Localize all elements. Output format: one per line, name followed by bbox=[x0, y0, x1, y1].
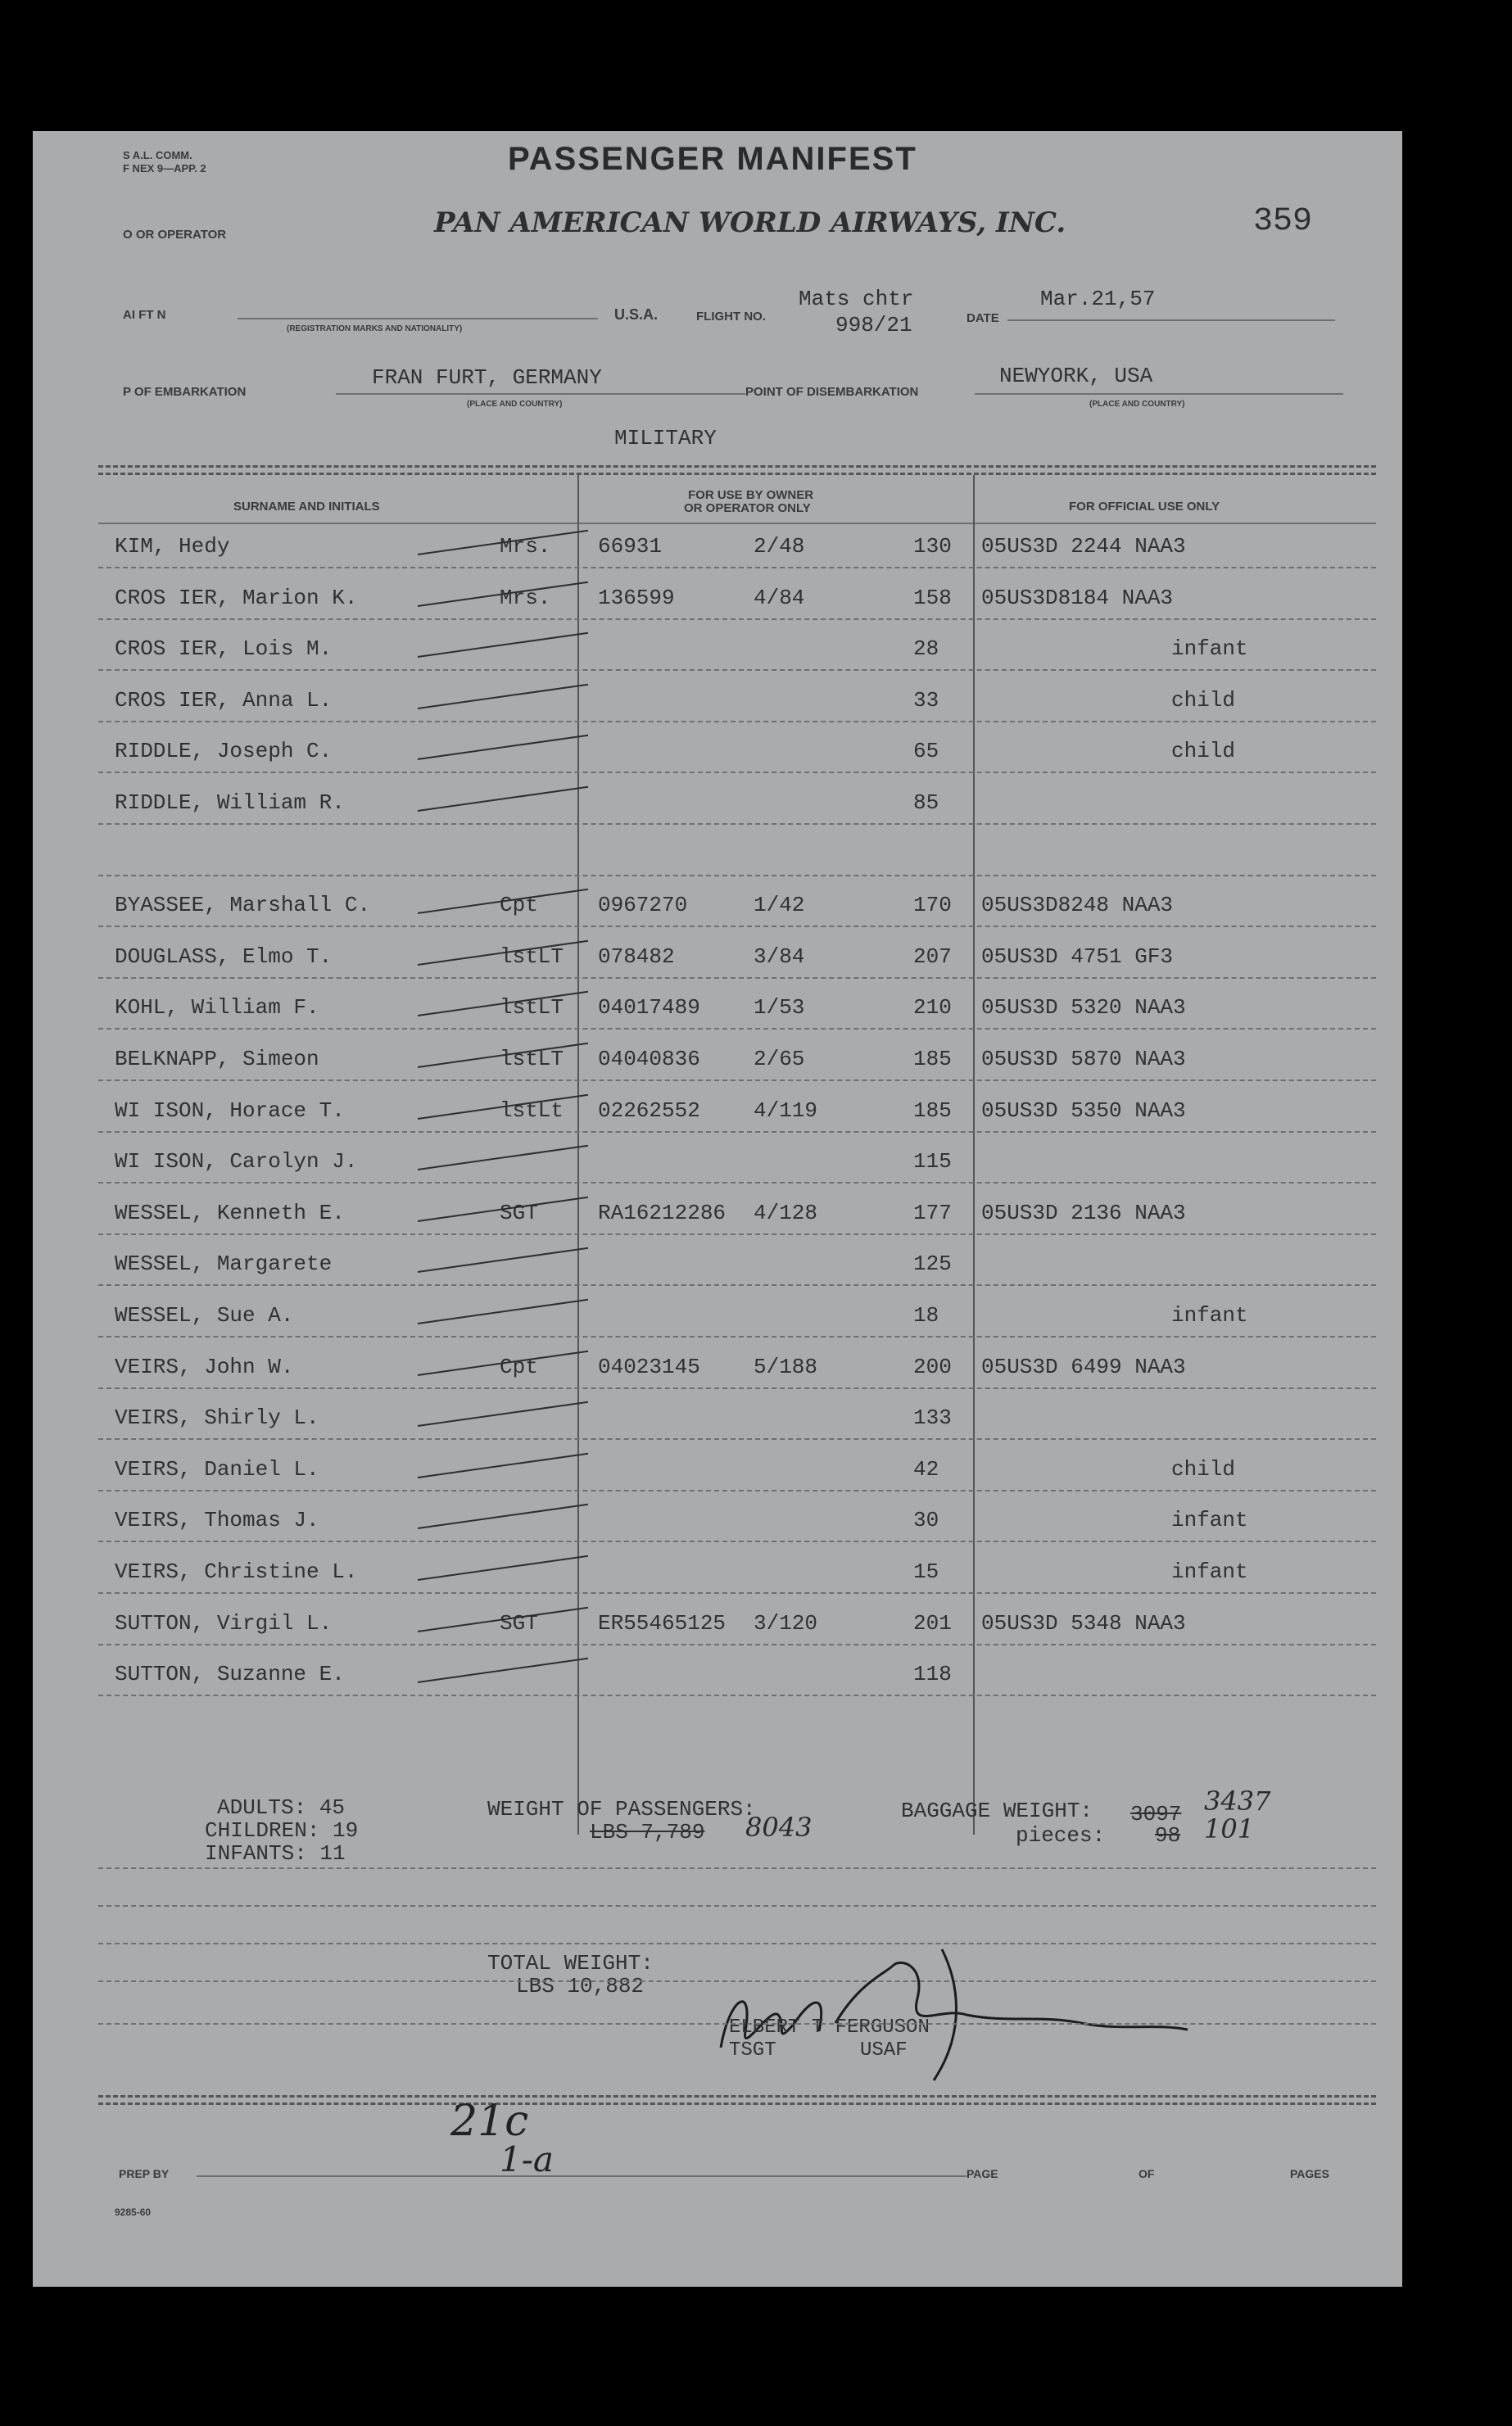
passenger-code: 5/188 bbox=[754, 1355, 818, 1379]
passenger-code: 1/53 bbox=[754, 995, 805, 1020]
passenger-weight: 28 bbox=[913, 636, 939, 661]
passenger-title: lstLt bbox=[500, 1098, 564, 1123]
infants-count: INFANTS: 11 bbox=[205, 1841, 346, 1866]
passenger-name: KIM, Hedy bbox=[115, 534, 230, 559]
passenger-weight: 30 bbox=[913, 1508, 939, 1532]
passenger-weight: 115 bbox=[913, 1149, 952, 1174]
pieces-label: pieces: bbox=[1016, 1823, 1106, 1848]
passenger-note: child bbox=[1171, 688, 1236, 713]
passenger-name: VEIRS, Shirly L. bbox=[115, 1405, 319, 1430]
page-label: PAGE bbox=[967, 2167, 998, 2180]
official-code: 05US3D 2136 NAA3 bbox=[981, 1201, 1186, 1225]
passenger-serial: 136599 bbox=[598, 586, 675, 610]
column-name: SURNAME AND INITIALS bbox=[233, 500, 380, 514]
category-label: MILITARY bbox=[614, 426, 717, 450]
owner-label: O OR OPERATOR bbox=[123, 228, 227, 242]
check-mark-icon bbox=[418, 684, 588, 709]
form-ref-2: F NEX 9—APP. 2 bbox=[123, 162, 206, 174]
signer-branch: USAF bbox=[860, 2039, 908, 2062]
column-official: FOR OFFICIAL USE ONLY bbox=[1069, 500, 1220, 514]
flight-date: Mar.21,57 bbox=[1040, 287, 1156, 311]
passenger-title: Mrs. bbox=[500, 534, 551, 559]
passenger-title: lstLT bbox=[500, 995, 564, 1020]
passenger-title: lstLT bbox=[500, 944, 564, 969]
signer-rank: TSGT bbox=[729, 2039, 776, 2062]
children-count: CHILDREN: 19 bbox=[205, 1818, 359, 1843]
official-code: 05US3D 5350 NAA3 bbox=[981, 1098, 1186, 1123]
disembark-caption: (PLACE AND COUNTRY) bbox=[1089, 400, 1185, 409]
passenger-weight: 185 bbox=[913, 1098, 952, 1123]
check-mark-icon bbox=[418, 1555, 588, 1581]
passenger-name: WI ISON, Horace T. bbox=[115, 1098, 345, 1123]
pieces-new: 101 bbox=[1204, 1813, 1255, 1844]
passenger-weight: 210 bbox=[913, 995, 952, 1020]
official-code: 05US3D8248 NAA3 bbox=[981, 893, 1174, 917]
passenger-code: 1/42 bbox=[754, 893, 805, 917]
prepared-by: PREP BY bbox=[119, 2167, 170, 2180]
passenger-serial: ER55465125 bbox=[598, 1611, 727, 1636]
passenger-weight: 33 bbox=[913, 688, 939, 713]
passenger-name: VEIRS, Daniel L. bbox=[115, 1457, 319, 1482]
official-code: 05US3D 2244 NAA3 bbox=[981, 534, 1186, 559]
total-weight-lbs: LBS 10,882 bbox=[516, 1974, 645, 1998]
passenger-title: lstLT bbox=[500, 1047, 564, 1071]
registration-caption: (REGISTRATION MARKS AND NATIONALITY) bbox=[287, 324, 463, 333]
passenger-serial: 04023145 bbox=[598, 1355, 700, 1379]
baggage-label: BAGGAGE WEIGHT: bbox=[901, 1799, 1093, 1823]
passenger-serial: 66931 bbox=[598, 534, 663, 559]
disembark-place: NEWYORK, USA bbox=[999, 364, 1153, 388]
passenger-title: Cpt bbox=[500, 1355, 538, 1379]
check-mark-icon bbox=[418, 735, 588, 760]
official-code: 05US3D 5320 NAA3 bbox=[981, 995, 1186, 1020]
passenger-name: RIDDLE, Joseph C. bbox=[115, 739, 333, 763]
passenger-code: 2/65 bbox=[754, 1047, 805, 1071]
passenger-weight: 125 bbox=[913, 1251, 952, 1276]
baggage-new: 3437 bbox=[1204, 1786, 1271, 1817]
official-code: 05US3D 6499 NAA3 bbox=[981, 1355, 1186, 1379]
passenger-weight: 158 bbox=[913, 586, 952, 610]
handwritten-note-2: 1-a bbox=[500, 2139, 554, 2179]
passenger-name: CROS IER, Anna L. bbox=[115, 688, 333, 713]
of-label: OF bbox=[1139, 2167, 1155, 2180]
form-ref-1: S A.L. COMM. bbox=[123, 149, 192, 161]
passenger-name: DOUGLASS, Elmo T. bbox=[115, 944, 333, 969]
passenger-weight: 18 bbox=[913, 1303, 939, 1328]
passenger-note: child bbox=[1171, 739, 1236, 763]
passenger-name: WI ISON, Carolyn J. bbox=[115, 1149, 358, 1174]
form-number: 9285-60 bbox=[115, 2206, 152, 2218]
passenger-serial: 02262552 bbox=[598, 1098, 700, 1123]
passenger-code: 3/120 bbox=[754, 1611, 818, 1636]
usa-label: U.S.A. bbox=[614, 306, 659, 323]
passenger-weight: 170 bbox=[913, 893, 952, 917]
passenger-name: SUTTON, Suzanne E. bbox=[115, 1662, 345, 1686]
passenger-name: BELKNAPP, Simeon bbox=[115, 1047, 319, 1071]
weight-label: WEIGHT OF PASSENGERS: bbox=[487, 1797, 756, 1822]
passenger-name: WESSEL, Kenneth E. bbox=[115, 1201, 345, 1225]
passenger-name: WESSEL, Margarete bbox=[115, 1251, 333, 1276]
signature-icon bbox=[696, 1933, 1204, 2089]
passenger-name: VEIRS, John W. bbox=[115, 1355, 294, 1379]
manifest-title: PASSENGER MANIFEST bbox=[508, 141, 917, 177]
passenger-note: infant bbox=[1171, 636, 1248, 661]
passenger-weight: 185 bbox=[913, 1047, 952, 1071]
manifest-page bbox=[33, 131, 1402, 2287]
passenger-name: SUTTON, Virgil L. bbox=[115, 1611, 333, 1636]
total-weight-label: TOTAL WEIGHT: bbox=[487, 1951, 654, 1976]
embark-caption: (PLACE AND COUNTRY) bbox=[467, 400, 563, 409]
passenger-note: infant bbox=[1171, 1508, 1248, 1532]
check-mark-icon bbox=[418, 1247, 588, 1273]
check-mark-icon bbox=[418, 786, 588, 812]
passenger-code: 4/119 bbox=[754, 1098, 818, 1123]
passenger-weight: 133 bbox=[913, 1405, 952, 1430]
passenger-name: CROS IER, Lois M. bbox=[115, 636, 333, 661]
page-number: 359 bbox=[1253, 203, 1313, 240]
aircraft-label: AI FT N bbox=[123, 308, 166, 322]
check-mark-icon bbox=[418, 1401, 588, 1427]
check-mark-icon bbox=[418, 1658, 588, 1683]
passenger-name: RIDDLE, William R. bbox=[115, 790, 345, 815]
passenger-title: SGT bbox=[500, 1201, 538, 1225]
passenger-note: child bbox=[1171, 1457, 1236, 1482]
passenger-title: SGT bbox=[500, 1611, 538, 1636]
passenger-serial: 078482 bbox=[598, 944, 675, 969]
official-code: 05US3D 4751 GF3 bbox=[981, 944, 1174, 969]
weight-corrected: 8043 bbox=[745, 1812, 813, 1843]
passenger-weight: 85 bbox=[913, 790, 939, 815]
check-mark-icon bbox=[418, 1299, 588, 1324]
passenger-code: 2/48 bbox=[754, 534, 805, 559]
passenger-code: 4/84 bbox=[754, 586, 805, 610]
passenger-serial: 04040836 bbox=[598, 1047, 700, 1071]
passenger-weight: 130 bbox=[913, 534, 952, 559]
column-owner-1: FOR USE BY OWNER bbox=[688, 488, 814, 502]
passenger-name: VEIRS, Thomas J. bbox=[115, 1508, 319, 1532]
passenger-name: KOHL, William F. bbox=[115, 995, 319, 1020]
check-mark-icon bbox=[418, 632, 588, 658]
date-label: DATE bbox=[967, 311, 999, 325]
passenger-weight: 201 bbox=[913, 1611, 952, 1636]
official-code: 05US3D 5870 NAA3 bbox=[981, 1047, 1186, 1071]
passenger-serial: 04017489 bbox=[598, 995, 700, 1020]
passenger-code: 4/128 bbox=[754, 1201, 818, 1225]
baggage-old: 3097 bbox=[1130, 1802, 1182, 1826]
embark-place: FRAN FURT, GERMANY bbox=[372, 365, 602, 390]
check-mark-icon bbox=[418, 1453, 588, 1478]
pieces-old: 98 bbox=[1155, 1823, 1181, 1848]
passenger-name: VEIRS, Christine L. bbox=[115, 1559, 358, 1584]
passenger-code: 3/84 bbox=[754, 944, 805, 969]
passenger-serial: 0967270 bbox=[598, 893, 688, 917]
weight-lbs: LBS 7,789 bbox=[590, 1820, 705, 1844]
passenger-title: Mrs. bbox=[500, 586, 551, 610]
passenger-name: CROS IER, Marion K. bbox=[115, 586, 358, 610]
official-code: 05US3D 5348 NAA3 bbox=[981, 1611, 1186, 1636]
passenger-note: infant bbox=[1171, 1303, 1248, 1328]
passenger-weight: 200 bbox=[913, 1355, 952, 1379]
passenger-weight: 65 bbox=[913, 739, 939, 763]
passenger-weight: 177 bbox=[913, 1201, 952, 1225]
passenger-serial: RA16212286 bbox=[598, 1201, 727, 1225]
passenger-name: BYASSEE, Marshall C. bbox=[115, 893, 371, 917]
passenger-weight: 15 bbox=[913, 1559, 939, 1584]
passenger-weight: 207 bbox=[913, 944, 952, 969]
check-mark-icon bbox=[418, 1145, 588, 1170]
official-code: 05US3D8184 NAA3 bbox=[981, 586, 1174, 610]
passenger-name: WESSEL, Sue A. bbox=[115, 1303, 294, 1328]
embark-label: P OF EMBARKATION bbox=[123, 385, 247, 399]
flight-line-1: Mats chtr bbox=[799, 287, 914, 311]
airline-name: PAN AMERICAN WORLD AIRWAYS, INC. bbox=[434, 206, 1066, 239]
adults-count: ADULTS: 45 bbox=[217, 1795, 346, 1820]
passenger-weight: 118 bbox=[913, 1662, 952, 1686]
disembark-label: POINT OF DISEMBARKATION bbox=[745, 385, 919, 399]
flight-label: FLIGHT NO. bbox=[696, 310, 766, 324]
passenger-note: infant bbox=[1171, 1559, 1248, 1584]
flight-line-2: 998/21 bbox=[835, 313, 912, 337]
signer-name: ELBERT T FERGUSON bbox=[729, 2016, 930, 2039]
passenger-title: Cpt bbox=[500, 893, 538, 917]
handwritten-note: 21c bbox=[450, 2097, 529, 2146]
passenger-weight: 42 bbox=[913, 1457, 939, 1482]
check-mark-icon bbox=[418, 1504, 588, 1529]
pages-label: PAGES bbox=[1290, 2167, 1329, 2180]
column-owner-2: OR OPERATOR ONLY bbox=[684, 501, 811, 515]
